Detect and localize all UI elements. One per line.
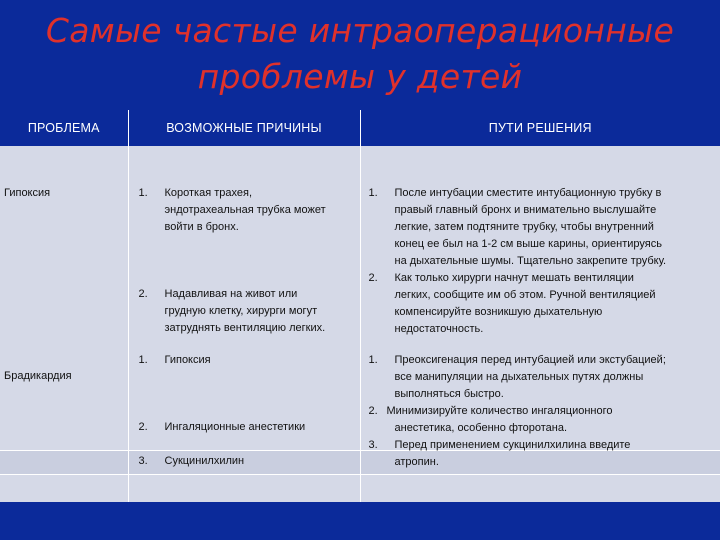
solution-number: 1. — [368, 354, 378, 366]
table-row — [0, 146, 720, 450]
solution-number: 3. — [368, 439, 378, 451]
cause-line: затруднять вентиляцию легких. — [164, 322, 326, 334]
empty-cell — [0, 450, 128, 474]
problem-bradycardia: Брадикардия — [4, 370, 72, 382]
table-row-empty — [0, 474, 720, 502]
solution-number: 2. — [368, 405, 378, 417]
solutions-cell — [360, 146, 720, 468]
cause-number: 2. — [138, 288, 148, 300]
solution-number: 2. — [368, 272, 378, 284]
solution-line: конец ее был на 1-2 см выше карины, ориентируясь — [394, 238, 662, 250]
solution-line: выполняться быстро. — [394, 388, 504, 400]
solution-line: Перед применением сукцинилхилина введите — [394, 439, 631, 451]
causes-cell — [128, 146, 360, 467]
problem-cell — [0, 146, 128, 450]
slide-title — [0, 8, 720, 100]
problems-table — [0, 110, 720, 502]
cause-number: 1. — [138, 354, 148, 366]
solution-line: Как только хирурги начнут мешать вентиляции — [394, 272, 634, 284]
cause-line: Ингаляционные анестетики — [164, 421, 306, 433]
cause-number: 2. — [138, 421, 148, 433]
cause-number: 1. — [138, 187, 148, 199]
empty-cell — [0, 474, 128, 502]
header-problem: ПРОБЛЕМА — [0, 110, 128, 146]
cause-line: Сукцинилхилин — [164, 455, 245, 467]
solution-line: недостаточность. — [394, 323, 484, 335]
solution-line: атропин. — [394, 456, 439, 468]
solution-line: После интубации сместите интубационную трубку в — [394, 187, 662, 199]
cause-line: эндотрахеальная трубка может — [164, 204, 326, 216]
solution-line: компенсируйте возникшую дыхательную — [394, 306, 603, 318]
cause-line: Надавливая на живот или — [164, 288, 298, 300]
problem-hypoxia: Гипоксия — [4, 187, 51, 199]
cause-line: войти в бронх. — [164, 221, 239, 233]
cause-line: Короткая трахея, — [164, 187, 253, 199]
solution-line: анестетика, особенно фторотана. — [394, 422, 568, 434]
header-causes: ВОЗМОЖНЫЕ ПРИЧИНЫ — [128, 110, 360, 146]
cause-number: 3. — [138, 455, 148, 467]
solution-line: Минимизируйте количество ингаляционного — [386, 405, 613, 417]
header-solutions: ПУТИ РЕШЕНИЯ — [360, 110, 720, 146]
solution-number: 1. — [368, 187, 378, 199]
empty-cell — [360, 474, 720, 502]
solution-line: легкие, затем подтяните трубку, чтобы внутренний — [394, 221, 654, 233]
title-line-1: Самые частые интраоперационные — [45, 11, 675, 50]
empty-cell — [128, 474, 360, 502]
solution-line: все манипуляции на дыхательных путях должны — [394, 371, 644, 383]
solution-line: правый главный бронх и внимательно выслушайте — [394, 204, 657, 216]
cause-line: грудную клетку, хирурги могут — [164, 305, 318, 317]
cause-line: Гипоксия — [164, 354, 211, 366]
table-header-row — [0, 110, 720, 146]
solution-line: легких, сообщите им об этом. Ручной вентиляцией — [394, 289, 656, 301]
solution-line: Преоксигенация перед интубацией или экстубацией; — [394, 354, 666, 366]
solution-line: на дыхательные шумы. Тщательно закрепите трубку. — [394, 255, 667, 267]
title-line-2: проблемы у детей — [197, 57, 523, 96]
